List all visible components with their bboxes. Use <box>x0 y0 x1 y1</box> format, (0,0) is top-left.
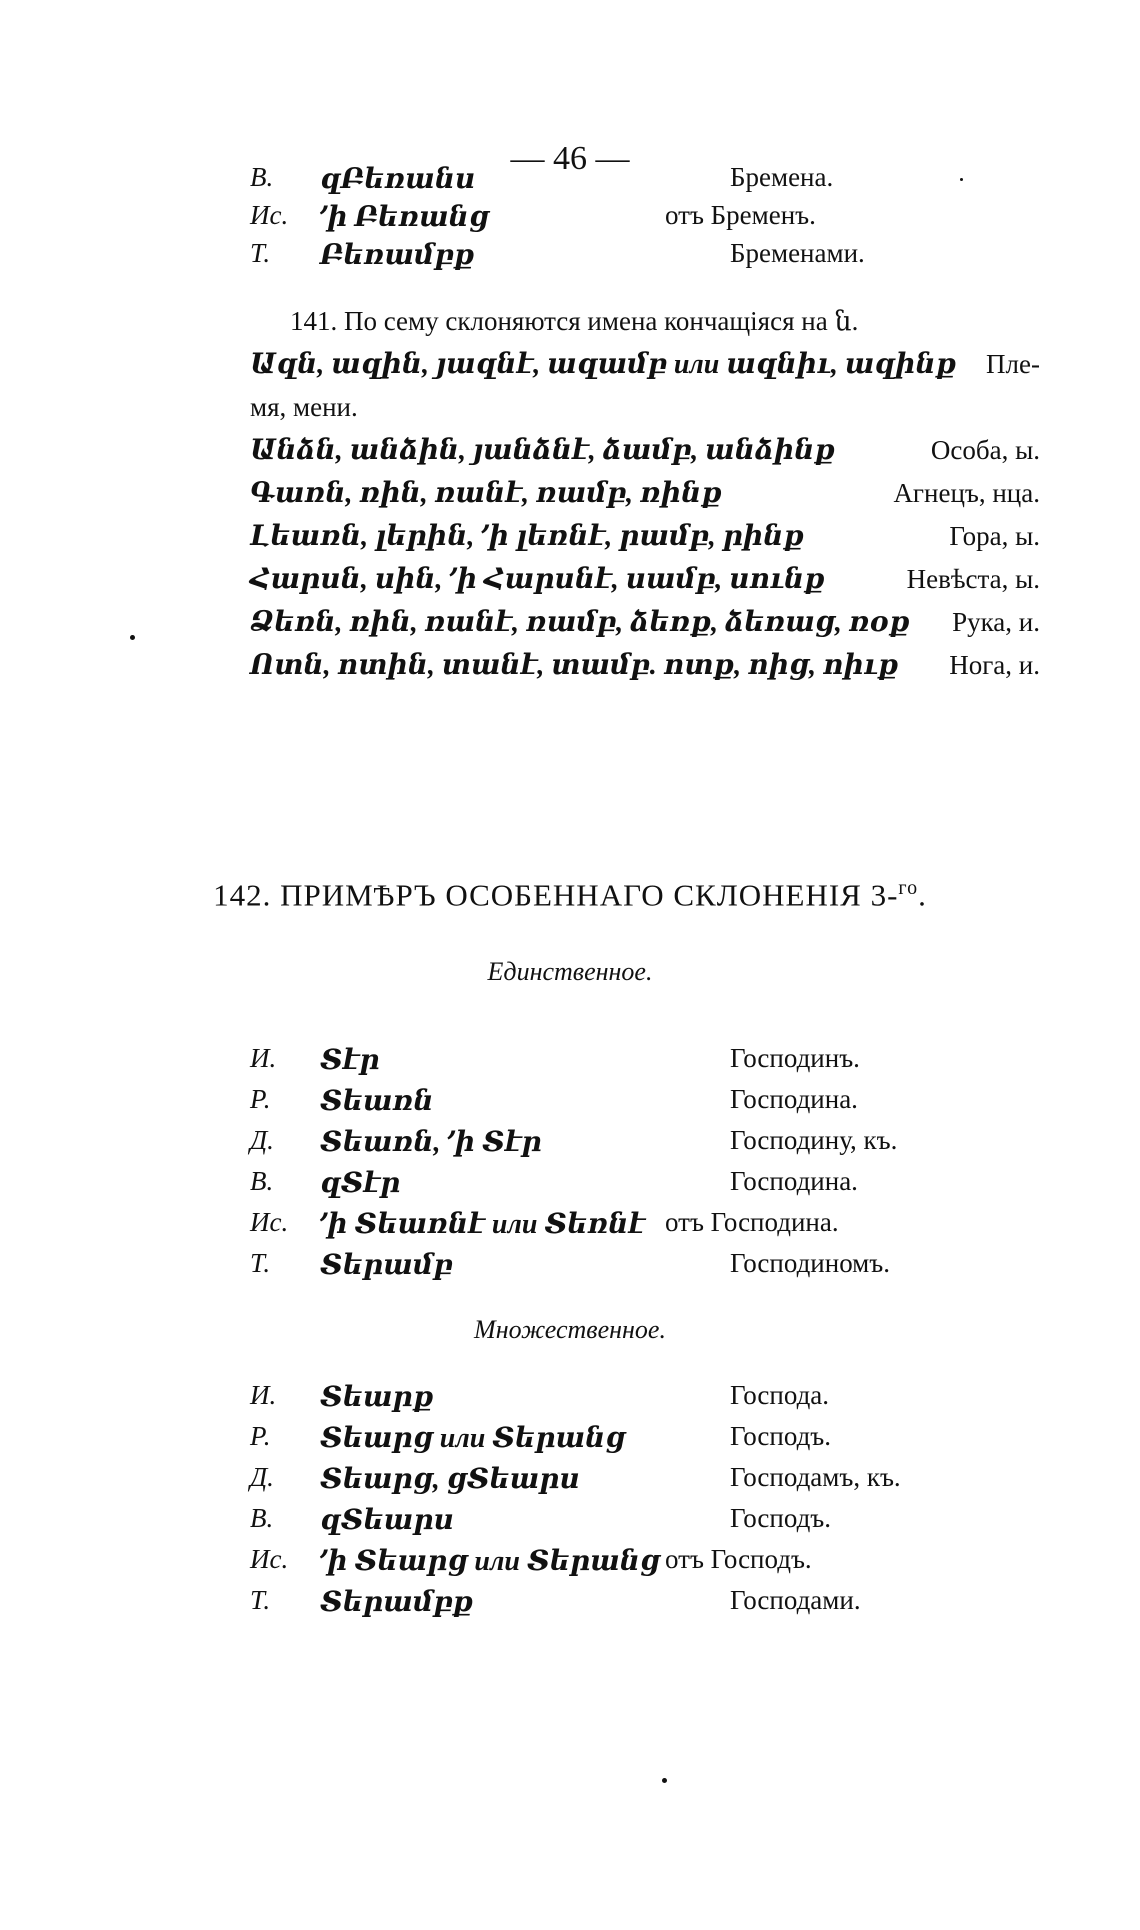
russian-gloss: Господиномъ. <box>730 1248 890 1278</box>
russian-gloss: Господамъ, къ. <box>730 1462 901 1492</box>
armenian-form: զՏեարս <box>320 1505 454 1536</box>
armenian-form: զՏէր <box>320 1168 401 1199</box>
preposition: отъ <box>665 1207 704 1237</box>
case-label: Д. <box>250 1462 274 1492</box>
section-heading <box>0 877 1140 913</box>
table-row <box>250 1380 970 1420</box>
gloss-word: Господина. <box>710 1207 839 1237</box>
table-row <box>250 238 970 278</box>
paragraph-141 <box>250 300 1040 687</box>
russian-gloss <box>665 200 816 231</box>
armenian-forms: Անձն, անձին, յանձնէ, ձամբ, անձինք <box>250 435 835 466</box>
case-label: В. <box>250 1503 274 1533</box>
armenian-form: Տեառն <box>320 1086 434 1117</box>
case-label: Ис. <box>250 200 289 230</box>
russian-gloss: Господину, къ. <box>730 1125 898 1155</box>
armenian-form: Տերամբ <box>320 1250 453 1281</box>
table-row <box>250 1043 970 1083</box>
russian-gloss: Особа, ы. <box>930 435 1040 465</box>
armenian-forms: Ազն, ազին, յազնէ, ազամբ или ազնիւ, ազինք <box>250 349 957 380</box>
case-label: Р. <box>250 1084 271 1114</box>
russian-gloss: Господа. <box>730 1380 830 1410</box>
armenian-forms: Ձեռն, ռին, ռանէ, ռամբ, ձեռք, ձեռաց, ռօք <box>250 607 910 638</box>
word-line <box>250 558 1040 601</box>
russian-gloss: Господъ. <box>730 1503 832 1533</box>
page-number: — 46 — <box>510 140 630 177</box>
case-label: Ис. <box>250 1207 289 1237</box>
russian-gloss: Нога, и. <box>949 650 1040 680</box>
word-line <box>250 515 1040 558</box>
armenian-forms: Ոտն, ոտին, տանէ, տամբ. ոտք, ոից, ոիւք <box>250 650 899 681</box>
russian-gloss: Пле- <box>986 349 1040 379</box>
russian-gloss: Господинъ. <box>730 1043 860 1073</box>
armenian-form: զԲեռանս <box>320 164 476 195</box>
russian-gloss: Господина. <box>730 1084 858 1114</box>
case-label: Т. <box>250 1248 271 1278</box>
armenian-form: Տեառն, ՚ի Տէր <box>320 1127 542 1158</box>
singular-title: Единственное. <box>487 957 653 986</box>
russian-gloss <box>665 1207 839 1238</box>
table-row <box>250 1421 970 1461</box>
case-label: В. <box>250 162 274 192</box>
table-row <box>250 1084 970 1124</box>
armenian-form: ՚ի Տեարց или Տերանց <box>320 1546 660 1577</box>
table-row <box>250 1462 970 1502</box>
paragraph-intro: 141. По сему склоняются имена кончащіяся на ն. <box>290 306 859 336</box>
scan-speck <box>662 1778 667 1783</box>
russian-gloss: Господина. <box>730 1166 858 1196</box>
russian-gloss <box>665 1544 812 1575</box>
case-label: Т. <box>250 1585 271 1615</box>
gloss-word: Бременъ. <box>710 200 816 230</box>
armenian-forms: Գառն, ռին, ռանէ, ռամբ, ռինք <box>250 478 722 509</box>
word-line <box>250 644 1040 687</box>
table-row <box>250 1166 970 1206</box>
gloss-word: Господъ. <box>710 1544 812 1574</box>
armenian-form: ՚ի Բեռանց <box>320 202 489 233</box>
table-row <box>250 1248 970 1288</box>
armenian-form: Տեարց или Տերանց <box>320 1423 626 1454</box>
word-line <box>250 343 1040 386</box>
armenian-form: Տեարց, ցՏեարս <box>320 1464 580 1495</box>
preposition: отъ <box>665 200 704 230</box>
russian-gloss: Господами. <box>730 1585 861 1615</box>
heading-superscript: го <box>898 877 919 899</box>
plural-title: Множественное. <box>474 1315 666 1344</box>
table-row <box>250 200 970 240</box>
case-label: Д. <box>250 1125 274 1155</box>
russian-gloss: Бременами. <box>730 238 865 268</box>
case-label: Р. <box>250 1421 271 1451</box>
russian-gloss: Агнецъ, нца. <box>893 478 1040 508</box>
table-row <box>250 1207 970 1247</box>
russian-gloss: Невѣста, ы. <box>906 564 1040 594</box>
table-row <box>250 1585 970 1625</box>
armenian-form: Տեարք <box>320 1382 434 1413</box>
case-label: И. <box>250 1380 277 1410</box>
armenian-form: Տերամբք <box>320 1587 474 1618</box>
scan-speck <box>130 635 135 640</box>
table-row <box>250 1503 970 1543</box>
russian-gloss: Господъ. <box>730 1421 832 1451</box>
russian-gloss: Гора, ы. <box>949 521 1040 551</box>
case-label: Т. <box>250 238 271 268</box>
armenian-forms: Լեառն, լերին, ՚ի լեռնէ, րամբ, րինք <box>250 521 804 552</box>
armenian-form: Բեռամբք <box>320 240 475 271</box>
word-line <box>250 429 1040 472</box>
gloss-continuation: мя, мени. <box>250 392 358 422</box>
heading-text: 142. ПРИМѢРЪ ОСОБЕННАГО СКЛОНЕНІЯ 3- <box>213 877 899 913</box>
case-label: И. <box>250 1043 277 1073</box>
case-label: Ис. <box>250 1544 289 1574</box>
table-row <box>250 1544 970 1584</box>
armenian-form: ՚ի Տեառնէ или Տեռնէ <box>320 1209 646 1240</box>
armenian-forms: Հարսն, սին, ՚ի Հարսնէ, սամբ, սունք <box>250 564 825 595</box>
table-row <box>250 162 970 202</box>
table-row <box>250 1125 970 1165</box>
armenian-form: Տէր <box>320 1045 380 1076</box>
word-line <box>250 472 1040 515</box>
russian-gloss: Бремена. <box>730 162 834 192</box>
word-line <box>250 601 1040 644</box>
russian-gloss: Рука, и. <box>952 607 1040 637</box>
preposition: отъ <box>665 1544 704 1574</box>
heading-end: . <box>918 877 927 913</box>
case-label: В. <box>250 1166 274 1196</box>
scan-speck <box>960 178 963 181</box>
